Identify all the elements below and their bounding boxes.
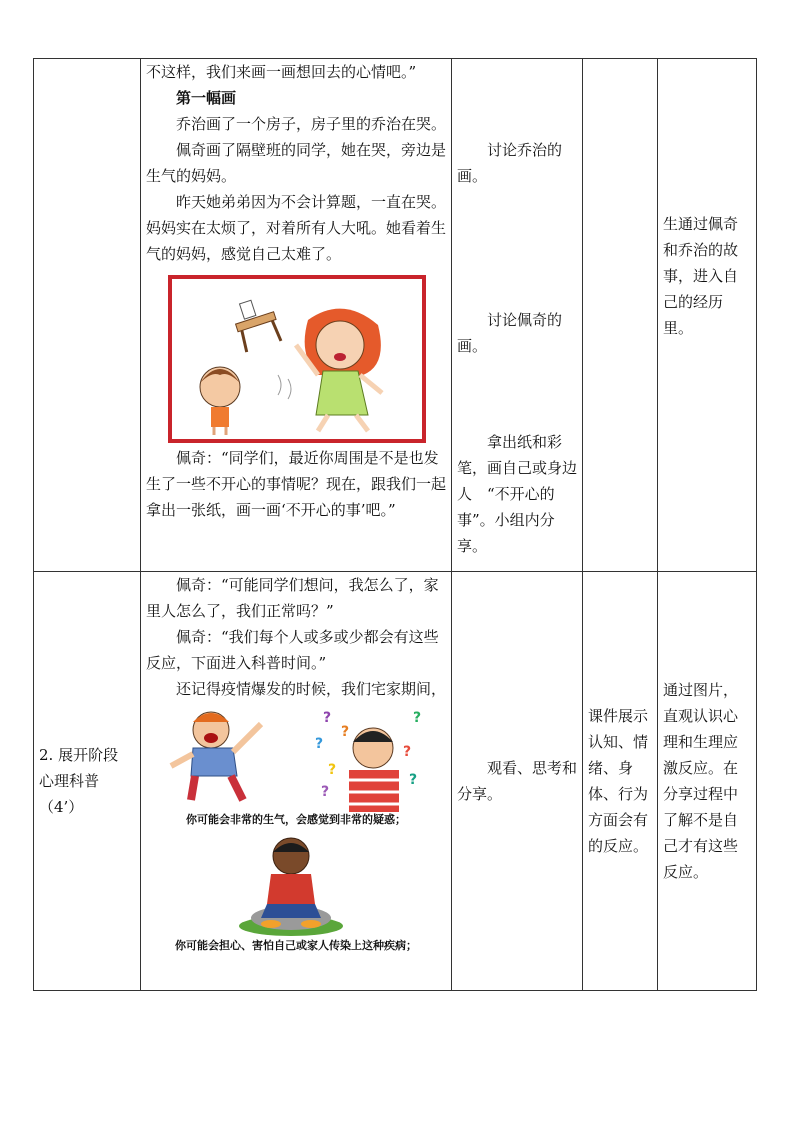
student-activity-cell (452, 59, 583, 572)
story-paragraph: 佩奇画了隔壁班的同学，她在哭，旁边是生气的妈妈。 (146, 141, 447, 185)
dialogue-paragraph: 还记得疫情爆发的时候，我们宅家期间， (176, 680, 447, 698)
dialogue-paragraph: 佩奇：“我们每个人或多或少都会有这些反应，下面进入科普时间。” (146, 628, 439, 672)
svg-text:?: ? (321, 784, 330, 800)
purpose-cell (658, 59, 757, 572)
resource-cell (583, 59, 658, 572)
crying-child-angry-mother-illustration (168, 275, 426, 443)
resource-cell (583, 572, 658, 991)
student-activity-cell (452, 572, 583, 991)
table-row (34, 59, 757, 572)
student-activity: 讨论乔治的画。 (457, 141, 563, 185)
prompt-paragraph: 佩奇：“同学们，最近你周围是不是也发生了一些不开心的事情呢？现在，跟我们一起拿出一张纸，画一画‘不开心的事’吧。” (146, 449, 447, 519)
story-intro: 不这样，我们来画一画想回去的心情吧。” (146, 63, 417, 81)
stage-cell (34, 59, 141, 572)
angry-and-confused-people-illustration (163, 704, 425, 812)
stage-cell (34, 572, 141, 991)
svg-text:?: ? (328, 762, 337, 778)
design-purpose: 生通过佩奇和乔治的故事，进入自己的经历里。 (663, 215, 739, 337)
stage-label: 2. 展开阶段 心理科普（4’） (39, 746, 119, 816)
table-row (34, 572, 757, 991)
teacher-activity-cell (141, 572, 452, 991)
svg-text:?: ? (413, 710, 422, 726)
dialogue-paragraph: 佩奇：“可能同学们想问，我怎么了，家里人怎么了，我们正常吗？” (146, 576, 439, 620)
svg-text:?: ? (323, 710, 332, 726)
teacher-activity-cell (141, 59, 452, 572)
svg-text:?: ? (403, 744, 412, 760)
student-activity: 讨论佩奇的画。 (457, 311, 563, 355)
svg-text:?: ? (341, 724, 350, 740)
student-activity: 观看、思考和分享。 (457, 759, 578, 803)
resource-text: 课件展示认知、情绪、身体、行为方面会有的反应。 (588, 707, 649, 855)
story-paragraph: 昨天她弟弟因为不会计算题，一直在哭。妈妈实在太烦了，对着所有人大吼。她看着生气的妈妈，感觉自己太难了。 (146, 193, 447, 263)
student-activity: 拿出纸和彩笔，画自己或身边人 “不开心的事”。小组内分享。 (457, 433, 578, 555)
lesson-plan-table (33, 58, 757, 991)
illustration-caption: 你可能会非常的生气，会感觉到非常的疑惑； (186, 813, 406, 826)
story-paragraph: 乔治画了一个房子，房子里的乔治在哭。 (176, 115, 447, 133)
svg-text:?: ? (409, 772, 418, 788)
illustration-caption: 你可能会担心、害怕自己或家人传染上这种疾病； (175, 939, 417, 952)
design-purpose: 通过图片，直观认识心理和生理应激反应。在分享过程中了解不是自己才有这些反应。 (663, 681, 739, 881)
worried-boy-illustration (237, 834, 345, 938)
svg-text:?: ? (315, 736, 324, 752)
purpose-cell (658, 572, 757, 991)
section-heading: 第一幅画 (176, 89, 237, 107)
